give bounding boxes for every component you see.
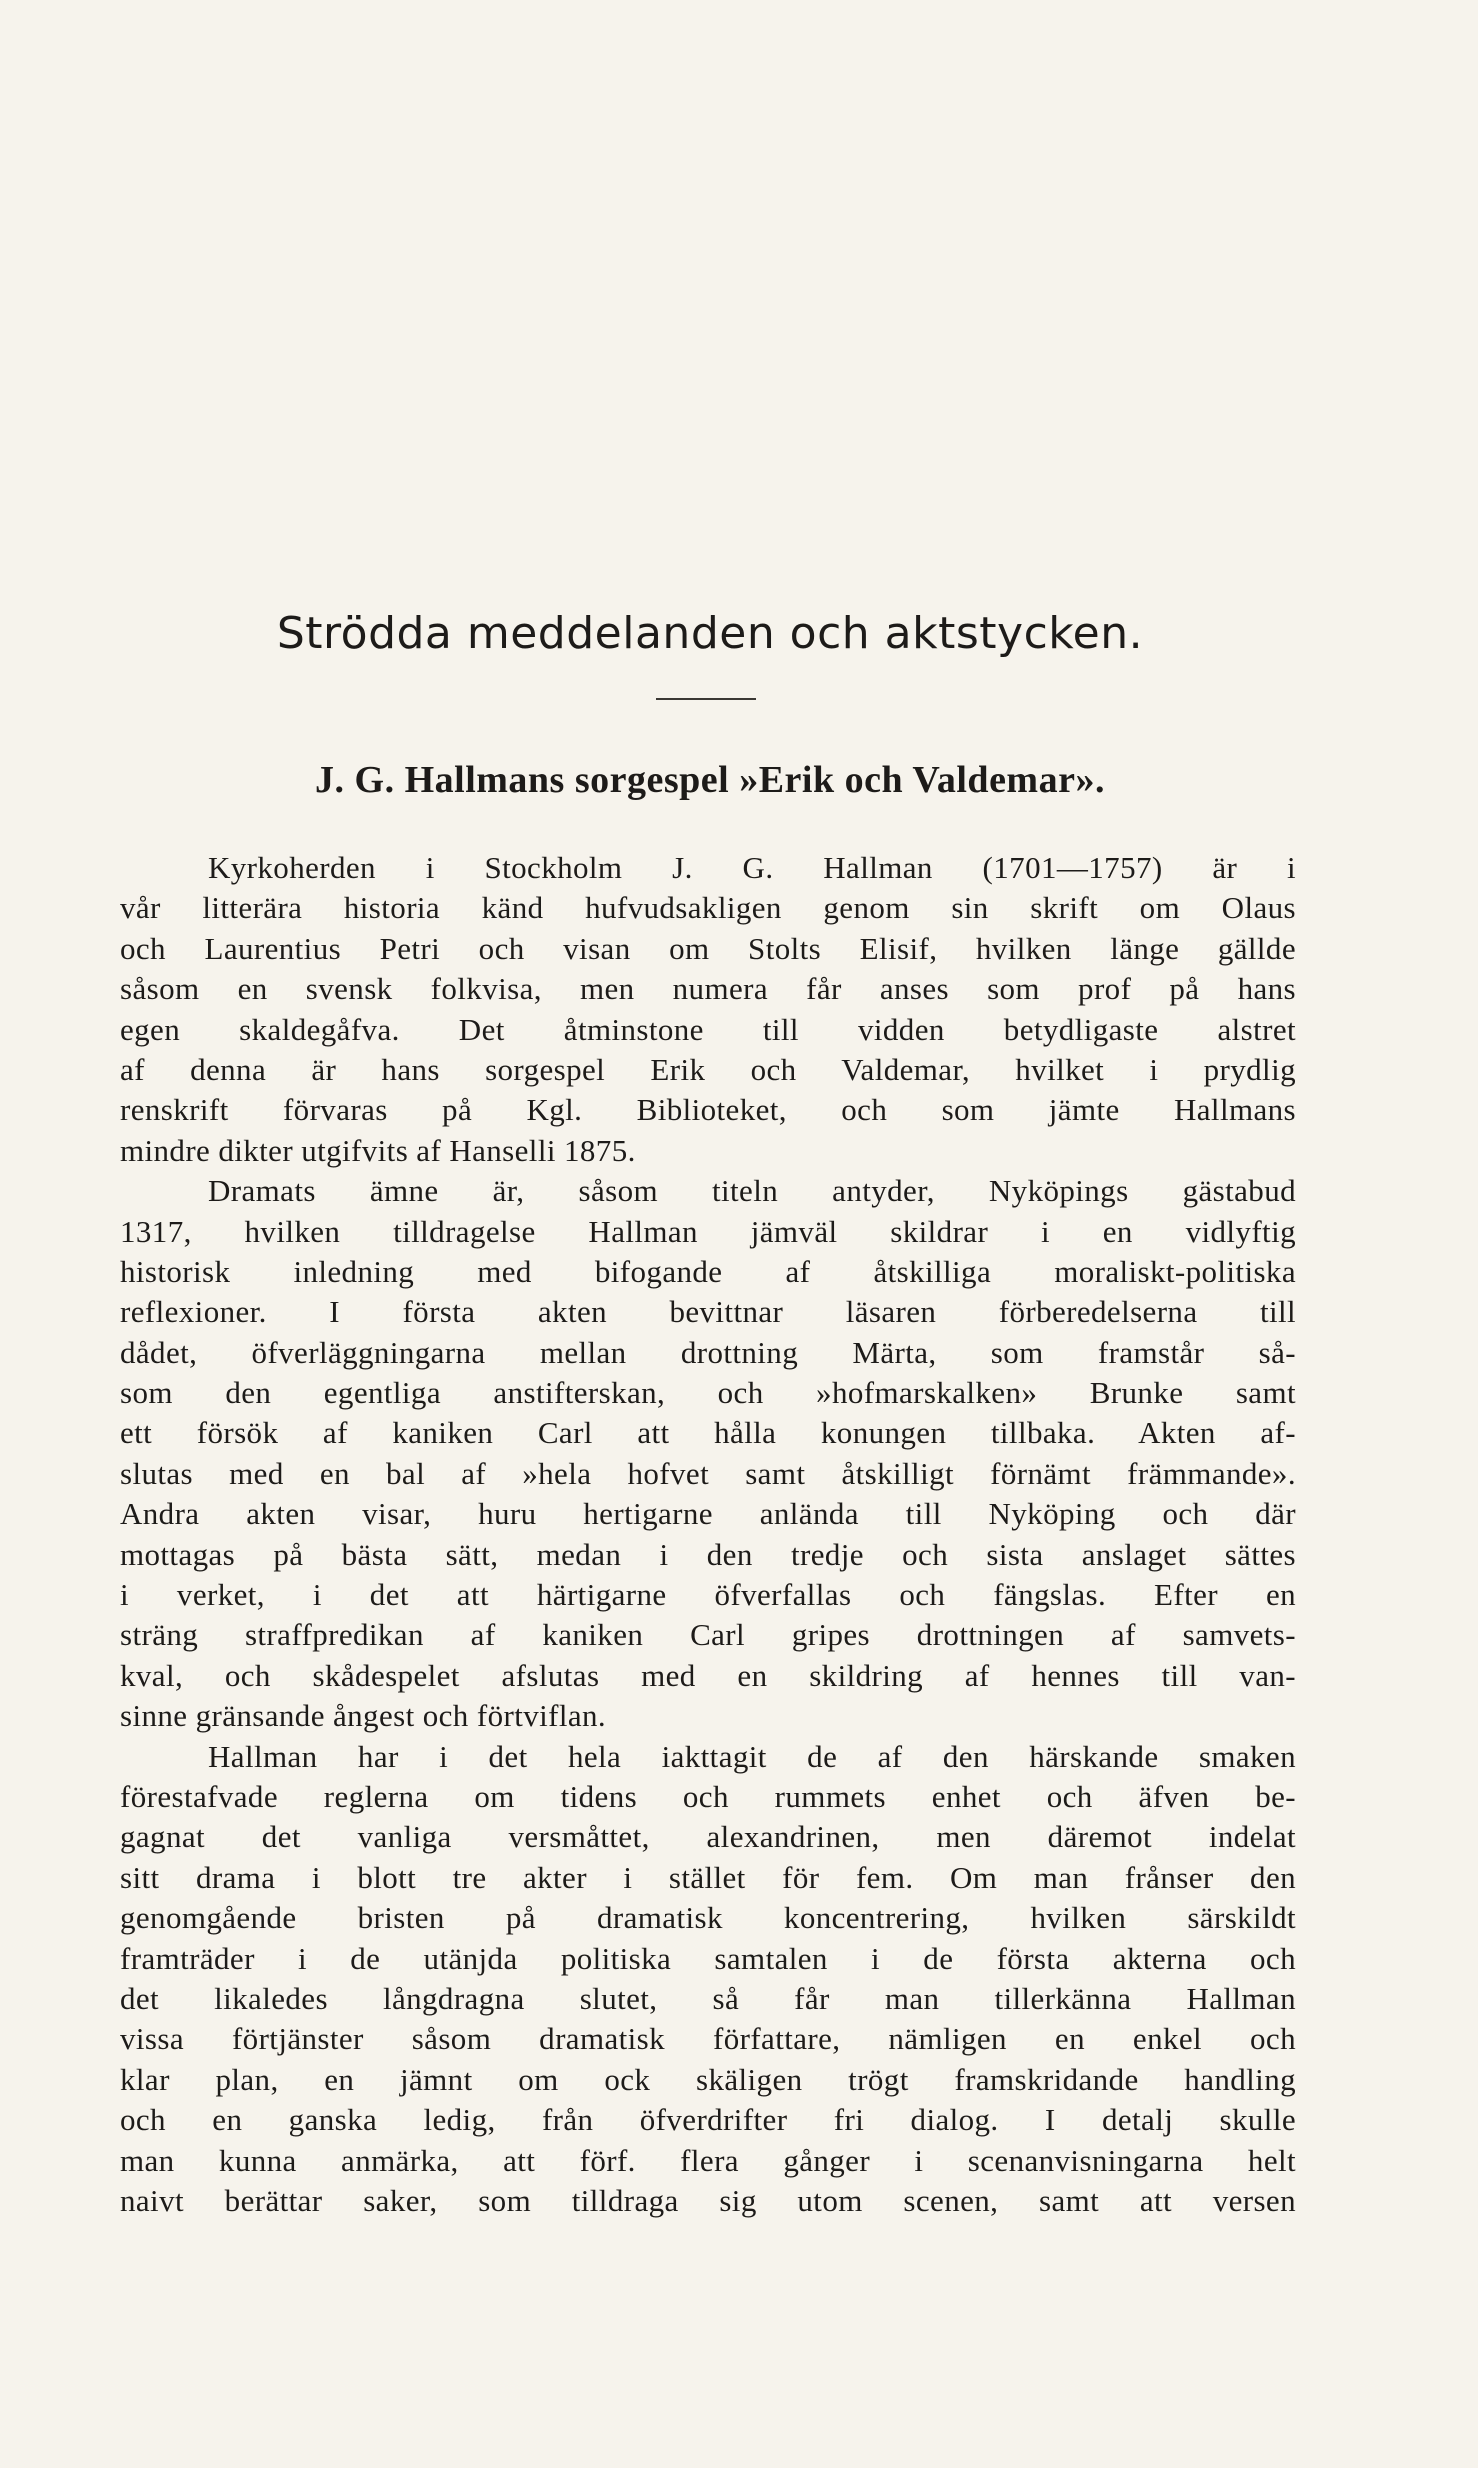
text-line: sinne gränsande ångest och förtviflan.: [120, 1698, 607, 1734]
text-line: mindre dikter utgifvits af Hanselli 1875.: [120, 1132, 636, 1168]
text-line: mottagas på bästa sätt, medan i den tredje och sista anslaget sättes: [120, 1536, 1296, 1572]
text-line: det likaledes långdragna slutet, så får man tillerkänna Hallman: [120, 1980, 1296, 2016]
text-line: som den egentliga anstifterskan, och »hofmarskalken» Brunke samt: [120, 1375, 1296, 1411]
text-line: gagnat det vanliga versmåttet, alexandrinen, men däremot indelat: [120, 1819, 1296, 1855]
text-line: och en ganska ledig, från öfverdrifter fri dialog. I detalj skulle: [120, 2102, 1296, 2138]
text-line: historisk inledning med bifogande af åtskilliga moraliskt-politiska: [120, 1253, 1296, 1289]
text-line: genomgående bristen på dramatisk koncentrering, hvilken särskildt: [120, 1900, 1296, 1936]
text-line: Andra akten visar, huru hertigarne anlända till Nyköping och där: [120, 1496, 1296, 1532]
article-title: J. G. Hallmans sorgespel »Erik och Valdemar».: [315, 759, 1105, 801]
text-line: reflexioner. I första akten bevittnar läsaren förberedelserna till: [120, 1294, 1296, 1330]
text-line: kval, och skådespelet afslutas med en skildring af hennes till van-: [120, 1657, 1296, 1693]
text-line: man kunna anmärka, att förf. flera gånger i scenanvisningarna helt: [120, 2142, 1296, 2178]
section-title: Strödda meddelanden och aktstycken.: [276, 608, 1144, 659]
text-line: Dramats ämne är, såsom titeln antyder, Nyköpings gästabud: [208, 1173, 1296, 1209]
text-line: i verket, i det att härtigarne öfverfallas och fängslas. Efter en: [120, 1577, 1296, 1613]
text-line: renskrift förvaras på Kgl. Biblioteket, och som jämte Hallmans: [120, 1092, 1296, 1128]
article-body: [120, 848, 1296, 2221]
text-line: klar plan, en jämnt om ock skäligen trögt framskridande handling: [120, 2061, 1296, 2097]
text-line: dådet, öfverläggningarna mellan drottning Märta, som framstår så-: [120, 1334, 1296, 1370]
text-line: sitt drama i blott tre akter i stället för fem. Om man frånser den: [120, 1859, 1296, 1895]
text-line: Hallman har i det hela iakttagit de af den härskande smaken: [208, 1738, 1296, 1774]
text-line: Kyrkoherden i Stockholm J. G. Hallman (1701—1757) är i: [208, 850, 1296, 885]
text-line: förestafvade reglerna om tidens och rummets enhet och äfven be-: [120, 1778, 1296, 1814]
title-divider: [656, 698, 756, 700]
text-line: af denna är hans sorgespel Erik och Valdemar, hvilket i prydlig: [120, 1051, 1296, 1087]
text-line: egen skaldegåfva. Det åtminstone till vidden betydligaste alstret: [120, 1011, 1296, 1047]
text-line: ett försök af kaniken Carl att hålla konungen tillbaka. Akten af-: [120, 1415, 1296, 1451]
text-line: och Laurentius Petri och visan om Stolts Elisif, hvilken länge gällde: [120, 930, 1296, 966]
text-line: 1317, hvilken tilldragelse Hallman jämväl skildrar i en vidlyftig: [120, 1213, 1296, 1249]
text-line: såsom en svensk folkvisa, men numera får anses som prof på hans: [120, 971, 1296, 1007]
text-line: vissa förtjänster såsom dramatisk författare, nämligen en enkel och: [120, 2021, 1296, 2057]
text-line: naivt berättar saker, som tilldraga sig utom scenen, samt att versen: [120, 2182, 1296, 2218]
text-line: vår litterära historia känd hufvudsakligen genom sin skrift om Olaus: [120, 890, 1296, 926]
text-line: slutas med en bal af »hela hofvet samt åtskilligt förnämt främmande».: [120, 1455, 1296, 1491]
text-line: sträng straffpredikan af kaniken Carl gripes drottningen af samvets-: [120, 1617, 1296, 1653]
text-line: framträder i de utänjda politiska samtalen i de första akterna och: [120, 1940, 1296, 1976]
